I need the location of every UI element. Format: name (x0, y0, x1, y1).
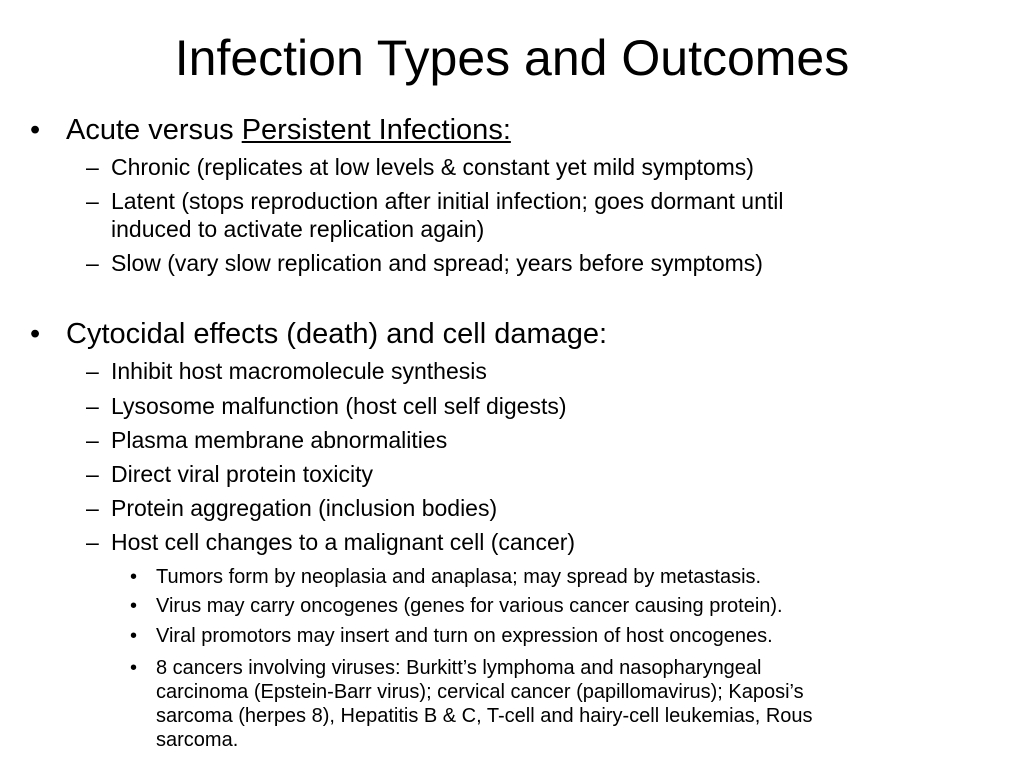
bullet-marker: • (30, 114, 41, 146)
list-item-text: Inhibit host macromolecule synthesis (111, 358, 487, 384)
list-item-text: Lysosome malfunction (host cell self digests) (111, 393, 567, 419)
bullet-marker: • (130, 657, 138, 679)
list-item-text: Chronic (replicates at low levels & constant yet mild symptoms) (111, 154, 754, 180)
bullet-marker: • (130, 595, 138, 617)
slide-title: Infection Types and Outcomes (174, 30, 850, 86)
bullet-text: Acute versus Persistent Infections: (66, 114, 511, 146)
sub-list-item-continuation: sarcoma. (156, 729, 239, 751)
dash-marker: – (86, 427, 99, 453)
dash-marker: – (86, 393, 99, 419)
sub-list-item-text: 8 cancers involving viruses: Burkitt’s lymphoma and nasopharyngeal (156, 657, 762, 679)
underlined-heading: Persistent Infections: (241, 114, 511, 146)
list-item-continuation: induced to activate replication again) (111, 216, 485, 242)
dash-marker: – (86, 358, 99, 384)
bullet-text: Cytocidal effects (death) and cell damage: (66, 318, 608, 350)
sub-list-item-text: Virus may carry oncogenes (genes for various cancer causing protein). (156, 595, 783, 617)
dash-marker: – (86, 461, 99, 487)
list-item-text: Latent (stops reproduction after initial infection; goes dormant until (111, 188, 784, 214)
dash-marker: – (86, 529, 99, 555)
list-item-text: Plasma membrane abnormalities (111, 427, 448, 453)
sub-list-item-continuation: sarcoma (herpes 8), Hepatitis B & C, T-cell and hairy-cell leukemias, Rous (156, 705, 813, 727)
list-item-text: Direct viral protein toxicity (111, 461, 374, 487)
bullet-marker: • (30, 318, 41, 350)
bullet-marker: • (130, 625, 138, 647)
list-item-text: Protein aggregation (inclusion bodies) (111, 495, 498, 521)
list-item-text: Host cell changes to a malignant cell (cancer) (111, 529, 576, 555)
dash-marker: – (86, 495, 99, 521)
dash-marker: – (86, 188, 99, 214)
list-item-text: Slow (vary slow replication and spread; years before symptoms) (111, 250, 763, 276)
sub-list-item-text: Tumors form by neoplasia and anaplasa; may spread by metastasis. (156, 566, 762, 588)
sub-list-item-text: Viral promotors may insert and turn on expression of host oncogenes. (156, 625, 773, 647)
dash-marker: – (86, 250, 99, 276)
dash-marker: – (86, 154, 99, 180)
bullet-marker: • (130, 566, 138, 588)
sub-list-item-continuation: carcinoma (Epstein-Barr virus); cervical cancer (papillomavirus); Kaposi’s (156, 681, 804, 703)
